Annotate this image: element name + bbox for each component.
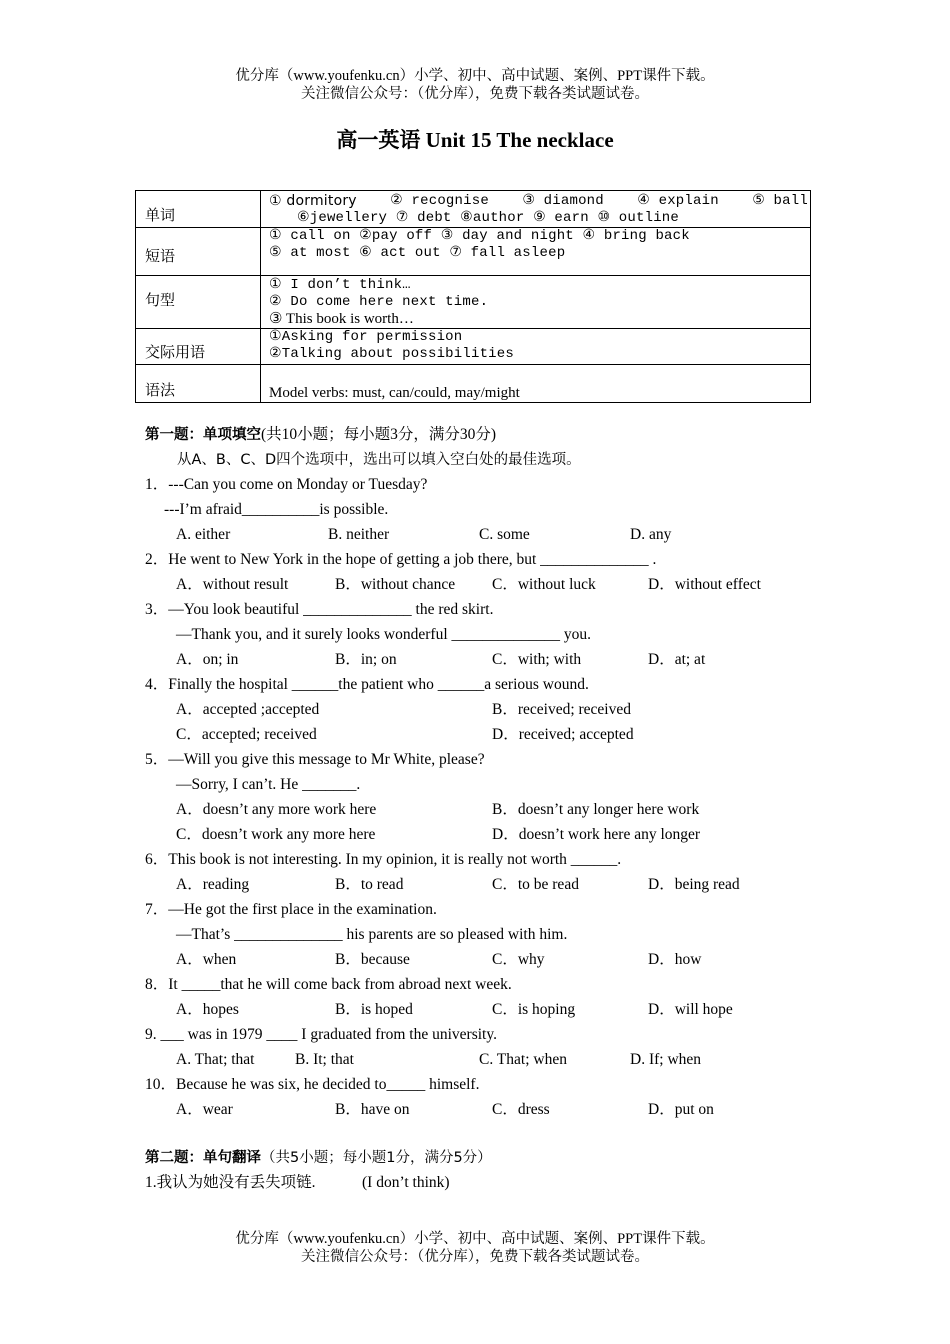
option: D．received; accepted	[492, 726, 634, 743]
question-stem: 10．Because he was six, he decided to_____ himself.	[145, 1076, 480, 1093]
communication-label: 交际用语	[136, 329, 261, 365]
vocab-cell	[261, 191, 811, 228]
grammar-cell: Model verbs: must, can/could, may/might	[261, 365, 811, 403]
option: D．without effect	[648, 576, 761, 593]
footer-line-2: 关注微信公众号：（优分库），免费下载各类试题试卷。	[301, 1249, 649, 1265]
question-stem: —That’s ______________ his parents are so pleased with him.	[176, 926, 568, 943]
option: A．doesn’t any more work here	[176, 801, 377, 818]
pattern-label: 句型	[136, 276, 261, 329]
option: C. some	[479, 526, 530, 543]
option: D．put on	[648, 1101, 714, 1118]
option: A．hopes	[176, 1001, 239, 1018]
phrase-label: 短语	[136, 228, 261, 276]
option: B. It; that	[295, 1051, 354, 1068]
option: D. If; when	[630, 1051, 702, 1068]
question-stem: —Sorry, I can’t. He _______.	[176, 776, 361, 793]
vocab-row	[136, 191, 811, 228]
option: B．without chance	[335, 576, 456, 593]
option: A. That; that	[176, 1051, 255, 1068]
option: A．when	[176, 951, 237, 968]
question-stem: 8．It _____that he will come back from abroad next week.	[145, 976, 512, 993]
option: B．have on	[335, 1101, 410, 1118]
question-stem: ---I’m afraid__________is possible.	[164, 501, 389, 518]
pattern-line: ① I don’t think…	[269, 277, 411, 293]
option: C．why	[492, 951, 545, 968]
section-2-score: （共5小题；每小题1分，满分5分）	[261, 1150, 492, 1166]
phrase-line: ⑤ at most ⑥ act out ⑦ fall asleep	[269, 245, 566, 261]
section-1-title	[145, 426, 496, 444]
vocab-item: ⑤ ball	[752, 193, 808, 209]
vocab-label: 单词	[136, 191, 261, 228]
section-2-title	[145, 1149, 492, 1167]
vocab-item: ③ diamond	[522, 193, 604, 209]
header-line-2: 关注微信公众号：（优分库），免费下载各类试题试卷。	[301, 86, 649, 102]
option: A．accepted ;accepted	[176, 701, 320, 718]
option: D．at; at	[648, 651, 706, 668]
footer-line-1: 优分库（www.youfenku.cn）小学、初中、高中试题、案例、PPT课件下载。	[235, 1231, 715, 1247]
section-2-heading: 第二题：单句翻译	[145, 1150, 261, 1166]
option: C．doesn’t work any more here	[176, 826, 376, 843]
section-1-instruction: 从A、B、C、D四个选项中，选出可以填入空白处的最佳选项。	[177, 452, 581, 468]
question-stem: 4．Finally the hospital ______the patient who ______a serious wound.	[145, 676, 589, 693]
section-1-heading: 第一题：单项填空	[145, 427, 261, 443]
option: B. neither	[328, 526, 390, 543]
option: C．without luck	[492, 576, 596, 593]
question-stem: 1．---Can you come on Monday or Tuesday?	[145, 476, 428, 493]
option: B．in; on	[335, 651, 397, 668]
question-stem: 6．This book is not interesting. In my opinion, it is really not worth ______.	[145, 851, 622, 868]
option: B．because	[335, 951, 410, 968]
question-stem: 7．—He got the first place in the examination.	[145, 901, 437, 918]
phrase-row	[136, 228, 811, 276]
pattern-row	[136, 276, 811, 329]
option: A．on; in	[176, 651, 239, 668]
vocab-item: ④ explain	[637, 193, 719, 209]
grammar-label: 语法	[136, 365, 261, 403]
communication-line: ①Asking for permission	[269, 329, 463, 345]
vocab-item: ② recognise	[390, 193, 489, 209]
option: D．being read	[648, 876, 740, 893]
option: D．doesn’t work here any longer	[492, 826, 701, 843]
translation-hint: (I don’t think)	[362, 1174, 450, 1191]
header-line-1: 优分库（www.youfenku.cn）小学、初中、高中试题、案例、PPT课件下载。	[235, 68, 715, 84]
option: D．how	[648, 951, 702, 968]
question-stem: 9. ___ was in 1979 ____ I graduated from the university.	[145, 1026, 497, 1043]
question-stem: —Thank you, and it surely looks wonderful ______________ you.	[176, 626, 592, 643]
option: A．without result	[176, 576, 289, 593]
option: C．is hoping	[492, 1001, 576, 1018]
option: D．will hope	[648, 1001, 733, 1018]
option: A. either	[176, 526, 231, 543]
grammar-row	[136, 365, 811, 403]
option: B．received; received	[492, 701, 631, 718]
vocab-item: ⑥jewellery ⑦ debt ⑧author ⑨ earn ⑩ outline	[297, 210, 680, 226]
pattern-line: ③ This book is worth…	[269, 311, 414, 327]
communication-row	[136, 329, 811, 365]
option: C．to be read	[492, 876, 579, 893]
option: A．reading	[176, 876, 250, 893]
option: B．to read	[335, 876, 404, 893]
page-title: 高一英语 Unit 15 The necklace	[336, 128, 614, 152]
phrase-cell	[261, 228, 811, 276]
option: D. any	[630, 526, 672, 543]
question-stem: 5．—Will you give this message to Mr White, please?	[145, 751, 485, 768]
option: B．doesn’t any longer here work	[492, 801, 700, 818]
communication-line: ②Talking about possibilities	[269, 346, 514, 362]
option: B．is hoped	[335, 1001, 413, 1018]
section-1-score: (共10小题；每小题3分，满分30分)	[261, 426, 497, 443]
pattern-cell	[261, 276, 811, 329]
option: C．accepted; received	[176, 726, 317, 743]
vocab-item: ① dormitory	[269, 193, 357, 209]
translation-item: 1.我认为她没有丢失项链.	[145, 1174, 316, 1191]
option: C. That; when	[479, 1051, 567, 1068]
question-stem: 3．—You look beautiful ______________ the red skirt.	[145, 601, 494, 618]
unit-overview-table	[135, 190, 811, 403]
communication-cell	[261, 329, 811, 365]
option: A．wear	[176, 1101, 233, 1118]
phrase-line: ① call on ②pay off ③ day and night ④ bring back	[269, 228, 690, 244]
option: C．with; with	[492, 651, 582, 668]
option: C．dress	[492, 1101, 550, 1118]
pattern-line: ② Do come here next time.	[269, 294, 489, 310]
question-stem: 2．He went to New York in the hope of getting a job there, but ______________ .	[145, 551, 657, 568]
